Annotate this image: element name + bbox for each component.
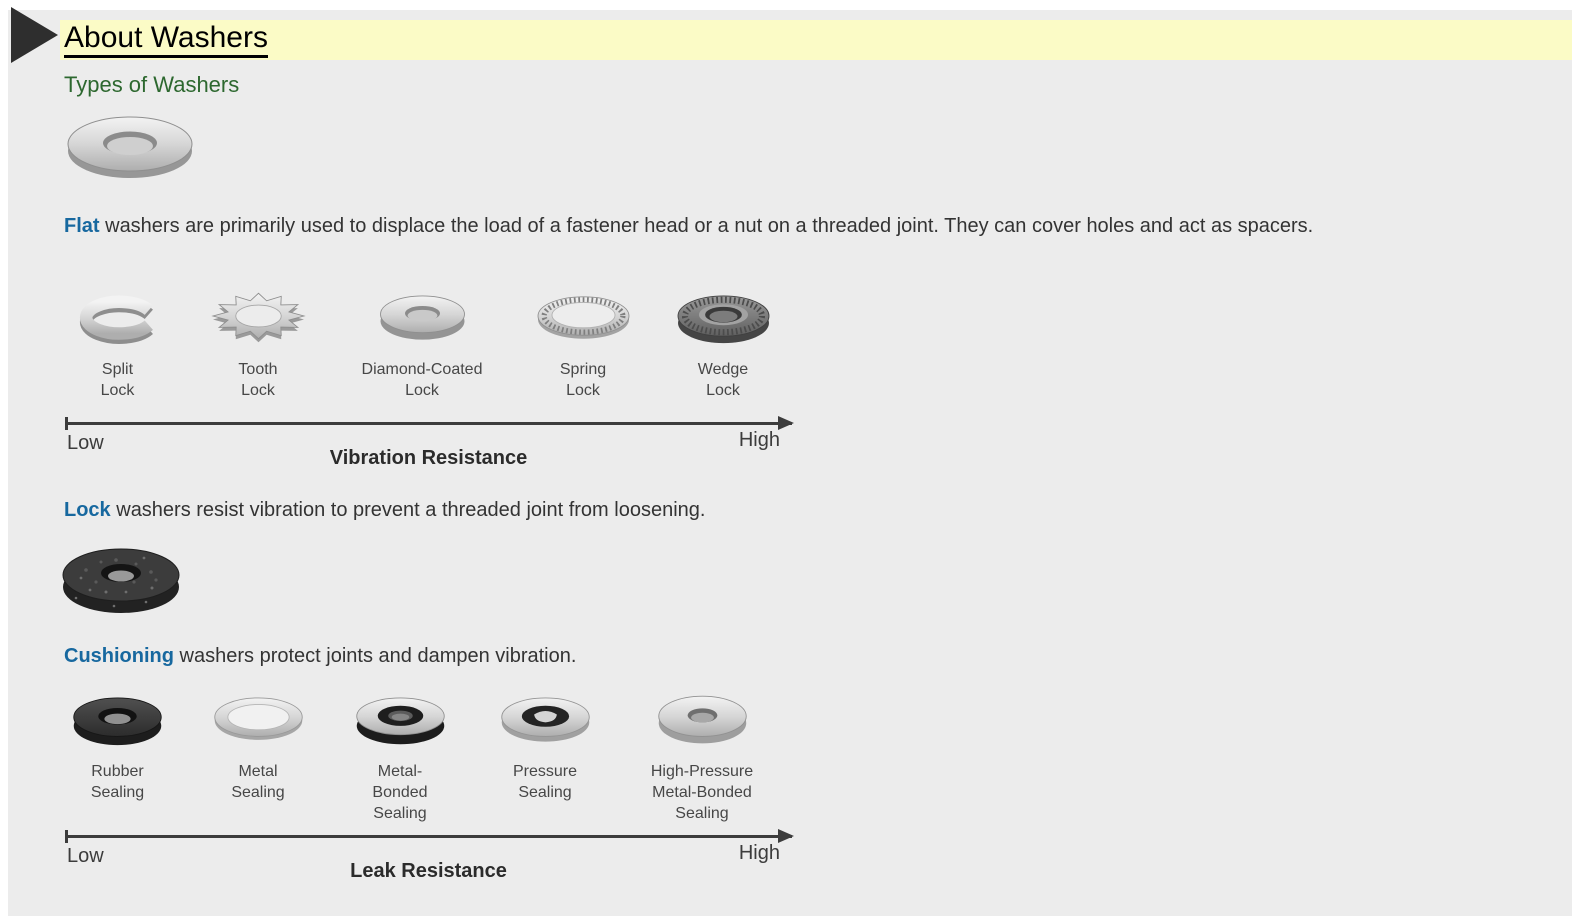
cushioning-keyword: Cushioning [64, 645, 174, 667]
washer-label-line: Split [101, 361, 134, 378]
cushioning-washer-icon [56, 532, 190, 624]
high-pressure-metal-bonded-sealing-washer-icon [650, 684, 755, 752]
washer-label [372, 761, 427, 824]
lock-description-text: washers resist vibration to prevent a threaded joint from loosening. [110, 499, 706, 521]
washer-label-line: Wedge [697, 361, 749, 378]
washer-label [651, 761, 753, 824]
washer-item-metal-bonded-sealing [346, 684, 454, 824]
washer-item-wedge-lock [668, 282, 778, 401]
page-title-link[interactable]: About Washers [64, 21, 268, 58]
section-subtitle: Types of Washers [64, 72, 240, 97]
axis-title: Vibration Resistance [329, 447, 528, 469]
flat-description [64, 212, 1484, 240]
leak-resistance-axis [65, 829, 792, 891]
washer-label-line: Sealing [675, 805, 729, 822]
washer-label [560, 359, 606, 401]
washer-label [513, 761, 577, 803]
axis-high-label: High [738, 429, 780, 451]
washer-label [238, 359, 277, 401]
diamond-coated-lock-washer-icon [370, 282, 475, 350]
rubber-sealing-washer-icon [65, 684, 170, 752]
washer-label-line: Diamond-Coated [361, 361, 483, 378]
washer-item-tooth-lock [170, 282, 346, 401]
washer-item-rubber-sealing [65, 684, 170, 803]
spring-lock-washer-icon [531, 282, 636, 350]
washer-item-high-pressure-metal-bonded-sealing [636, 684, 768, 824]
washer-item-spring-lock [498, 282, 668, 401]
flat-description-text: washers are primarily used to displace the load of a fastener head or a nut on a threaded joint. They can cover holes and act as spacers. [99, 215, 1314, 237]
washer-label-line: Lock [241, 382, 275, 399]
washer-label [698, 359, 748, 401]
split-lock-washer-icon [68, 282, 168, 350]
title-bar [60, 20, 1572, 60]
vibration-resistance-axis [65, 416, 792, 478]
axis-arrowhead-icon [778, 416, 794, 430]
axis-low-label: Low [67, 845, 104, 867]
washer-label-line: Lock [566, 382, 600, 399]
washer-label-line: Lock [706, 382, 740, 399]
cushioning-description-text: washers protect joints and dampen vibration. [173, 645, 577, 667]
washer-label-line: High-Pressure [650, 763, 754, 780]
washer-item-diamond-coated-lock [346, 282, 498, 401]
flat-washer-icon [62, 104, 202, 184]
washer-label-line: Sealing [90, 784, 145, 801]
washer-label-line: Lock [405, 382, 439, 399]
axis-line [65, 422, 792, 425]
washer-label [91, 761, 144, 803]
tooth-lock-washer-icon [206, 282, 311, 350]
cushioning-washer-image [56, 532, 190, 629]
metal-sealing-washer-icon [206, 684, 311, 752]
sealing-washer-row [65, 684, 768, 824]
lock-washer-row [65, 282, 778, 401]
washer-item-metal-sealing [170, 684, 346, 803]
lock-description [64, 496, 1484, 524]
washer-label-line: Tooth [238, 361, 278, 378]
cushioning-description [64, 642, 1484, 670]
axis-title: Leak Resistance [350, 860, 507, 882]
axis-line [65, 835, 792, 838]
washer-label-line: Spring [559, 361, 607, 378]
metal-bonded-sealing-washer-icon [348, 684, 453, 752]
washer-label [231, 761, 284, 803]
washer-label [101, 359, 135, 401]
washer-label-line: Metal-Bonded [652, 784, 752, 801]
wedge-lock-washer-icon [671, 282, 776, 350]
flat-keyword: Flat [64, 215, 100, 237]
washer-label-line: Lock [100, 382, 135, 399]
washer-label [362, 359, 483, 401]
axis-arrowhead-icon [778, 829, 794, 843]
washer-label-line: Pressure [512, 763, 578, 780]
washer-item-pressure-sealing [454, 684, 636, 803]
pressure-sealing-washer-icon [493, 684, 598, 752]
washer-label-line: Sealing [373, 805, 427, 822]
axis-high-label: High [738, 842, 780, 864]
flat-washer-image [62, 104, 202, 189]
axis-start-tick [65, 417, 68, 430]
washer-label-line: Metal- [377, 763, 423, 780]
section-arrow-icon [10, 6, 60, 66]
lock-keyword: Lock [64, 499, 111, 521]
washer-label-line: Bonded [372, 784, 428, 801]
axis-low-label: Low [67, 432, 104, 454]
washer-label-line: Metal [238, 763, 278, 780]
washer-item-split-lock [65, 282, 170, 401]
washer-label-line: Sealing [518, 784, 572, 801]
axis-start-tick [65, 830, 68, 843]
washer-label-line: Sealing [231, 784, 285, 801]
washer-label-line: Rubber [91, 763, 144, 780]
